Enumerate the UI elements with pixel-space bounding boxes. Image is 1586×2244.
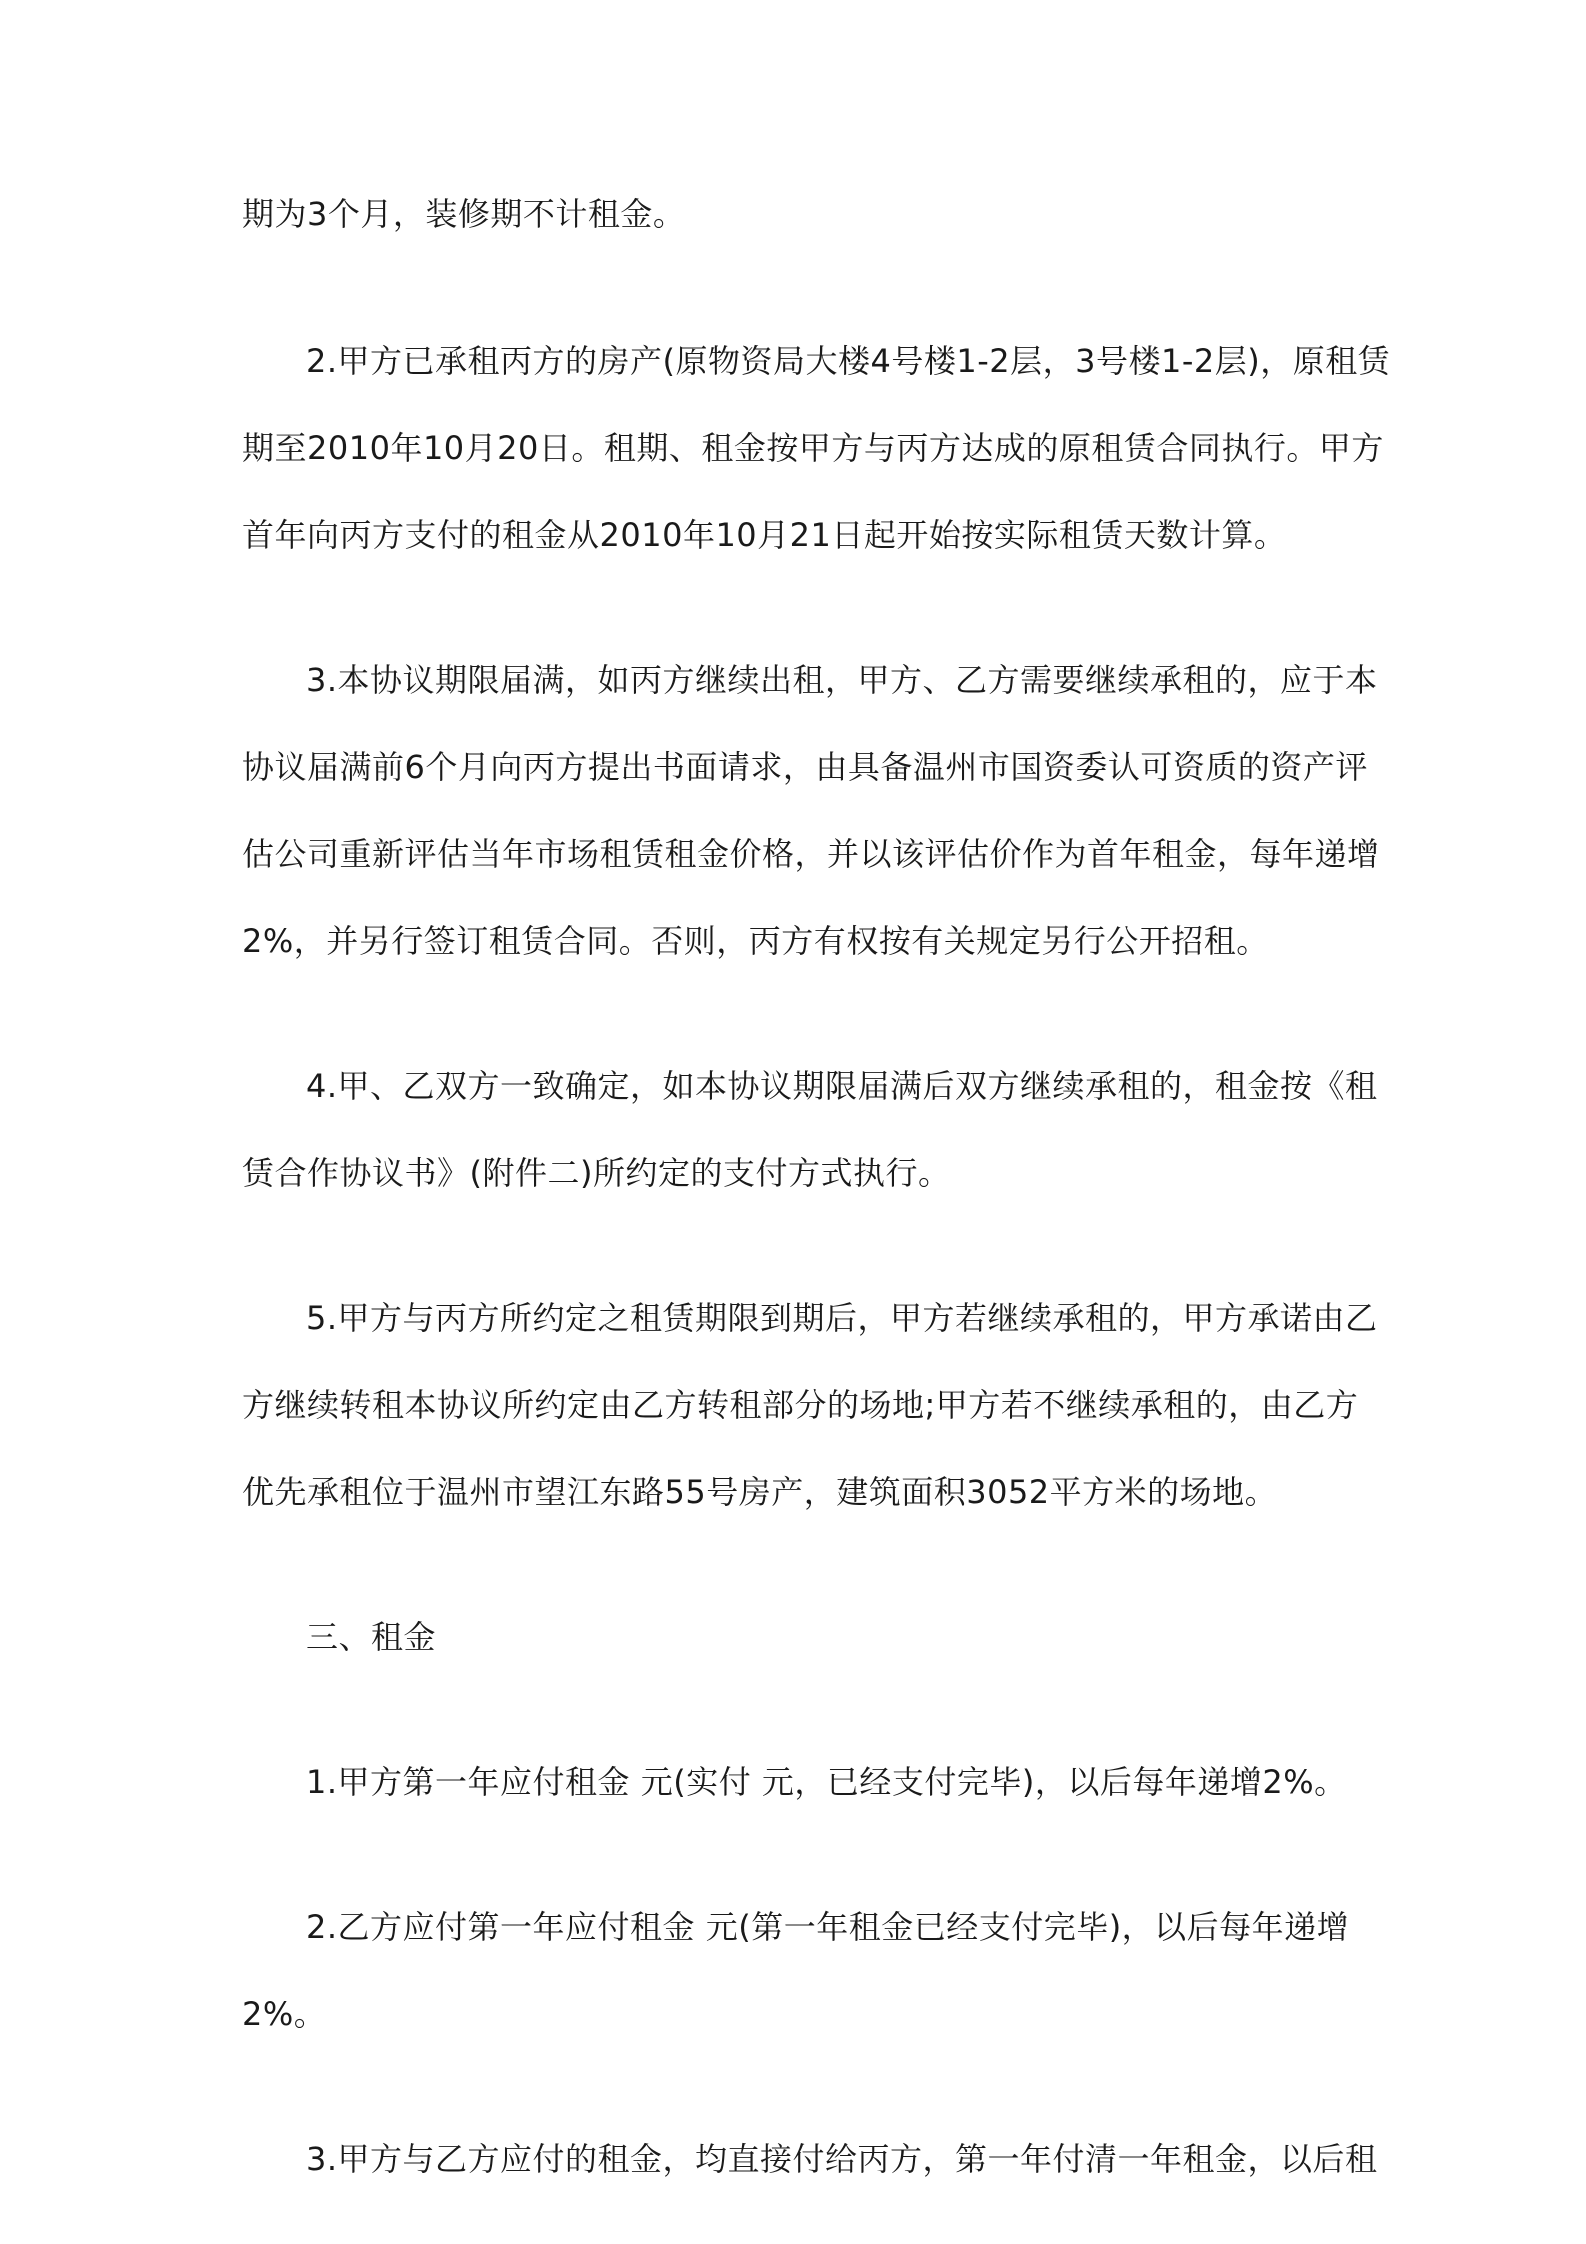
text-line: 协议届满前6个月向丙方提出书面请求，由具备温州市国资委认可资质的资产评 (242, 748, 1368, 786)
text-line: 期为3个月，装修期不计租金。 (242, 195, 686, 233)
paragraph-clause-3 (242, 656, 1380, 965)
text-line: 优先承租位于温州市望江东路55号房产，建筑面积3052平方米的场地。 (242, 1473, 1278, 1511)
section-title: 三、租金 (306, 1618, 437, 1656)
paragraph-rent-3 (242, 2135, 1378, 2183)
text-line: 赁合作协议书》(附件二)所约定的支付方式执行。 (242, 1154, 951, 1192)
paragraph-rent-2 (242, 1903, 1360, 2038)
text-line: 4.甲、乙双方一致确定，如本协议期限届满后双方继续承租的，租金按《租 (306, 1067, 1378, 1105)
document-page (242, 190, 1391, 2183)
text-line: 2%，并另行签订租赁合同。否则，丙方有权按有关规定另行公开招租。 (242, 922, 1269, 960)
text-line: 2.甲方已承租丙方的房产(原物资局大楼4号楼1-2层，3号楼1-2层)，原租赁 (306, 342, 1391, 380)
text-line: 2%。 (242, 1995, 327, 2033)
paragraph-continuation (242, 190, 1360, 238)
text-line: 3.甲方与乙方应付的租金，均直接付给丙方，第一年付清一年租金，以后租 (306, 2140, 1378, 2178)
paragraph-clause-5 (242, 1294, 1378, 1516)
text-line: 方继续转租本协议所约定由乙方转租部分的场地;甲方若不继续承租的，由乙方 (242, 1386, 1359, 1424)
text-line: 2.乙方应付第一年应付租金 元(第一年租金已经支付完毕)，以后每年递增 (306, 1908, 1350, 1946)
text-line: 首年向丙方支付的租金从2010年10月21日起开始按实际租赁天数计算。 (242, 516, 1287, 554)
paragraph-clause-4 (242, 1062, 1378, 1197)
paragraph-clause-2 (242, 337, 1391, 559)
text-line: 5.甲方与丙方所约定之租赁期限到期后，甲方若继续承租的，甲方承诺由乙 (306, 1299, 1378, 1337)
text-line: 估公司重新评估当年市场租赁租金价格，并以该评估价作为首年租金，每年递增 (242, 835, 1380, 873)
text-line: 1.甲方第一年应付租金 元(实付 元，已经支付完毕)，以后每年递增2%。 (306, 1763, 1347, 1801)
text-line: 3.本协议期限届满，如丙方继续出租，甲方、乙方需要继续承租的，应于本 (306, 661, 1378, 699)
paragraph-rent-1 (242, 1758, 1360, 1806)
text-line: 期至2010年10月20日。租期、租金按甲方与丙方达成的原租赁合同执行。甲方 (242, 429, 1384, 467)
section-heading-rent (242, 1613, 1360, 1661)
